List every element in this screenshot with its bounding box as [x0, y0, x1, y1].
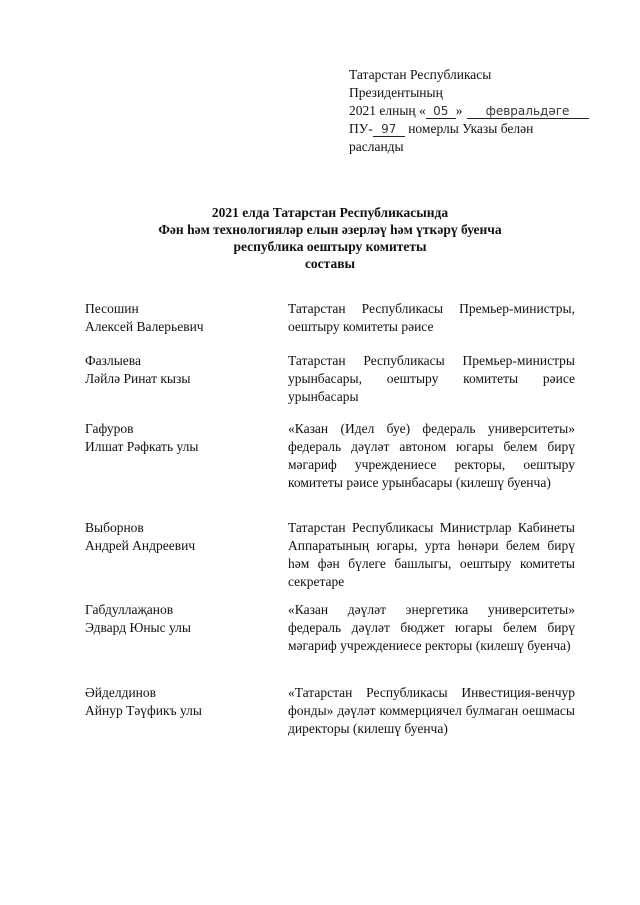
title-line-1: 2021 елда Татарстан Республикасында — [211, 205, 449, 220]
member-name — [85, 519, 275, 555]
member-surname: Әйделдинов — [85, 685, 157, 700]
approval-line-5: расланды — [349, 139, 404, 154]
approval-decree-line — [349, 120, 599, 138]
handwritten-day: 05 — [426, 104, 456, 119]
title-line-2: Фән һәм технологияләр елын әзерләү һәм үткәрү буенча — [158, 222, 502, 237]
decree-suffix: номерлы Указы белән — [408, 121, 534, 136]
member-given-name: Ләйлә Ринат кызы — [85, 371, 191, 386]
member-role: «Татарстан Республикасы Инвестиция-венчур фонды» дәүләт коммерциячел булмаган оешмасы директоры (килешү буенча) — [288, 685, 575, 736]
title-line-4: составы — [304, 256, 356, 271]
title-line-3: республика оештыру комитеты — [233, 239, 427, 254]
member-role: «Казан (Идел буе) федераль университеты» федераль дәүләт автоном югары белем бирү мәгариф учреждениесе ректоры, оештыру комитеты рәисе урынбасары (килешү буенча) — [288, 421, 575, 490]
approval-line-1: Татарстан Республикасы — [349, 67, 492, 82]
decree-prefix: ПУ- — [349, 121, 373, 136]
member-surname: Габдуллаҗанов — [85, 602, 174, 617]
member-surname: Выборнов — [85, 520, 144, 535]
member-name — [85, 601, 275, 637]
member-surname: Фазлыева — [85, 353, 141, 368]
member-given-name: Алексей Валерьевич — [85, 319, 204, 334]
member-surname: Гафуров — [85, 421, 134, 436]
member-given-name: Эдвард Юныс улы — [85, 620, 191, 635]
member-role: Татарстан Республикасы Премьер-министры, оештыру комитеты рәисе — [288, 301, 575, 334]
member-role: Татарстан Республикасы Премьер-министры урынбасары, оештыру комитеты рәисе урынбасары — [288, 353, 575, 404]
member-role: «Казан дәүләт энергетика университеты» федераль дәүләт бюджет югары белем бирү мәгариф учреждениесе ректоры (килешү буенча) — [288, 602, 575, 653]
approval-day-close: » — [455, 103, 463, 118]
member-name — [85, 300, 275, 336]
approval-date-line — [349, 102, 599, 120]
member-given-name: Андрей Андреевич — [85, 538, 196, 553]
member-name — [85, 352, 275, 388]
member-surname: Песошин — [85, 301, 139, 316]
member-name — [85, 684, 275, 720]
handwritten-decree-number: 97 — [373, 122, 405, 137]
member-given-name: Айнур Тәүфикъ улы — [85, 703, 202, 718]
document-title — [60, 204, 600, 272]
member-name — [85, 420, 275, 456]
handwritten-month: февральдәге — [467, 104, 589, 119]
approval-stamp — [349, 66, 599, 156]
member-role: Татарстан Республикасы Министрлар Кабинеты Аппаратының югары, урта һөнәри белем бирү һәм фән бүлеге башлыгы, оештыру комитеты секретаре — [288, 520, 575, 589]
approval-line-2: Президентының — [349, 85, 443, 100]
approval-year-text: 2021 елның « — [349, 103, 426, 118]
member-given-name: Илшат Рәфкать улы — [85, 439, 199, 454]
